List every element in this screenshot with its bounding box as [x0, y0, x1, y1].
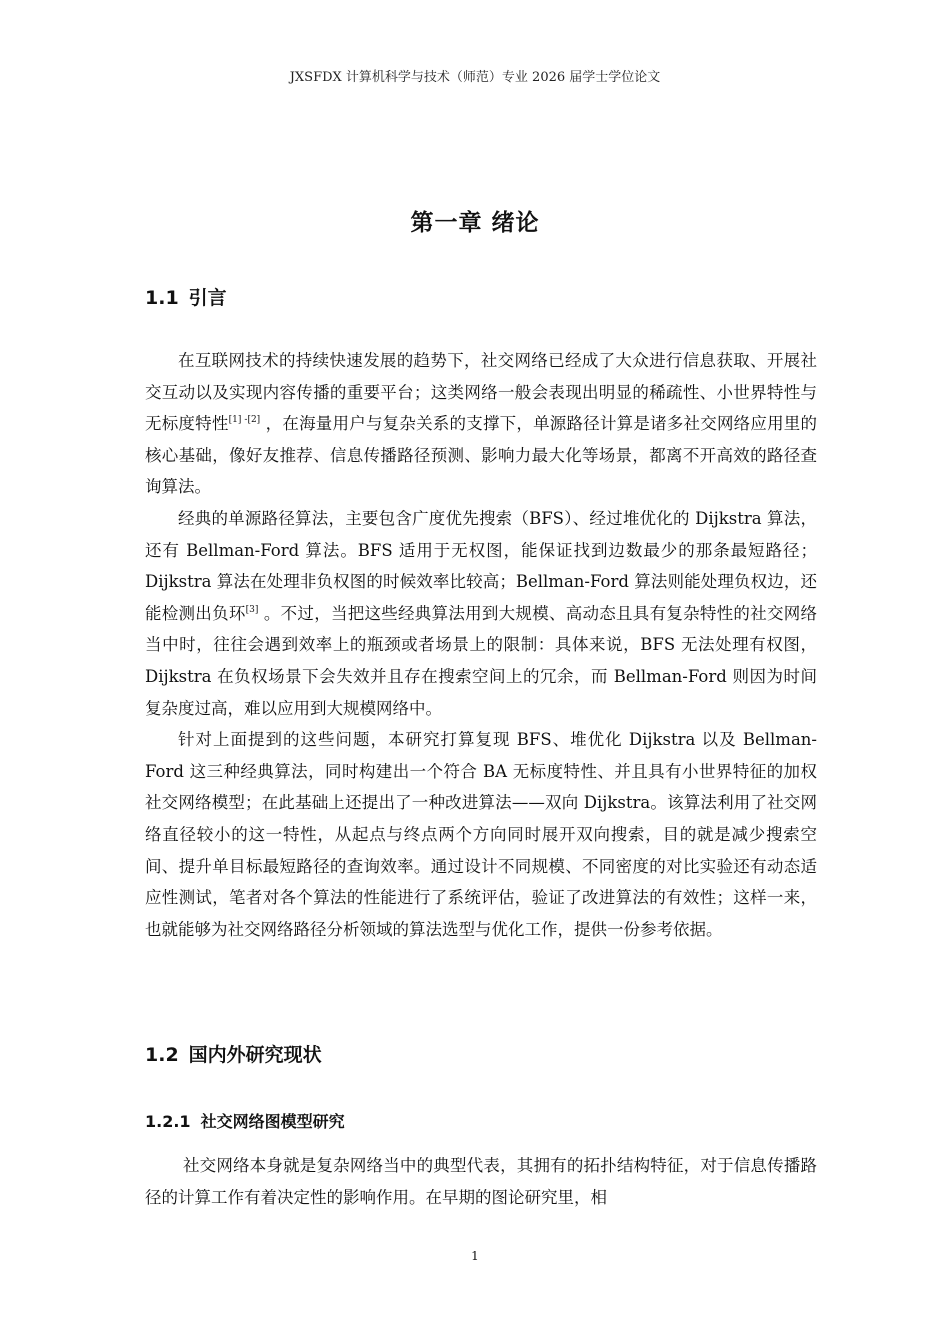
section-1-1-body [145, 345, 817, 945]
body-paragraph: 针对上面提到的这些问题，本研究打算复现 BFS、堆优化 Dijkstra 以及 Bellman-Ford 这三种经典算法，同时构建出一个符合 BA 无标度特性、并且具有小世界特征的加权社交网络模型；在此基础上还提出了一种改进算法——双向 Dijkstra。该算法利用了社交网络直径较小的这一特性，从起点与终点两个方向同时展开双向搜索，目的就是减少搜索空间、提升单目标最短路径的查询效率。通过设计不同规模、不同密度的对比实验还有动态适应性测试，笔者对各个算法的性能进行了系统评估，验证了改进算法的有效性；这样一来，也就能够为社交网络路径分析领域的算法选型与优化工作，提供一份参考依据。 [145, 730, 817, 939]
citation-ref: [3] [245, 604, 259, 615]
chapter-title: 第一章 绪论 [410, 210, 540, 236]
body-paragraph: 社交网络本身就是复杂网络当中的典型代表，其拥有的拓扑结构特征，对于信息传播路径的计算工作有着决定性的影响作用。在早期的图论研究里，相 [145, 1156, 817, 1207]
subsection-heading-1-2-1 [145, 1109, 345, 1132]
section-1-2-1-body [145, 1150, 817, 1213]
section-title: 国内外研究现状 [188, 1044, 322, 1066]
page-number: 1 [471, 1249, 479, 1263]
citation-ref: [1] -[2] [228, 415, 261, 426]
section-heading-1-2 [145, 1040, 322, 1067]
body-paragraph: 经典的单源路径算法，主要包含广度优先搜索（BFS）、经过堆优化的 Dijkstra 算法，还有 Bellman-Ford 算法。BFS 适用于无权图，能保证找到边数最少的那条最短路径；Dijkstra 算法在处理非负权图的时候效率比较高；Bellman-Ford 算法则能处理负权边，还能检测出负环[3] 。不过，当把这些经典算法用到大规模、高动态且具有复杂特性的社交网络当中时，往往会遇到效率上的瓶颈或者场景上的限制：具体来说，BFS 无法处理有权图，Dijkstra 在负权场景下会失效并且存在搜索空间上的冗余，而 Bellman-Ford 则因为时间复杂度过高，难以应用到大规模网络中。 [145, 508, 818, 718]
section-heading-1-1 [145, 283, 227, 310]
running-header: JXSFDX 计算机科学与技术（师范）专业 2026 届学士学位论文 [289, 70, 661, 85]
section-number: 1.1 [145, 287, 179, 309]
section-number: 1.2 [145, 1044, 179, 1066]
subsection-number: 1.2.1 [145, 1112, 191, 1131]
section-title: 引言 [188, 287, 227, 309]
body-paragraph: 在互联网技术的持续快速发展的趋势下，社交网络已经成了大众进行信息获取、开展社交互动以及实现内容传播的重要平台；这类网络一般会表现出明显的稀疏性、小世界特性与无标度特性[1] -[2] ，在海量用户与复杂关系的支撑下，单源路径计算是诸多社交网络应用里的核心基础，像好友推荐、信息传播路径预测、影响力最大化等场景，都离不开高效的路径查询算法。 [145, 351, 818, 497]
subsection-title: 社交网络图模型研究 [200, 1112, 345, 1131]
